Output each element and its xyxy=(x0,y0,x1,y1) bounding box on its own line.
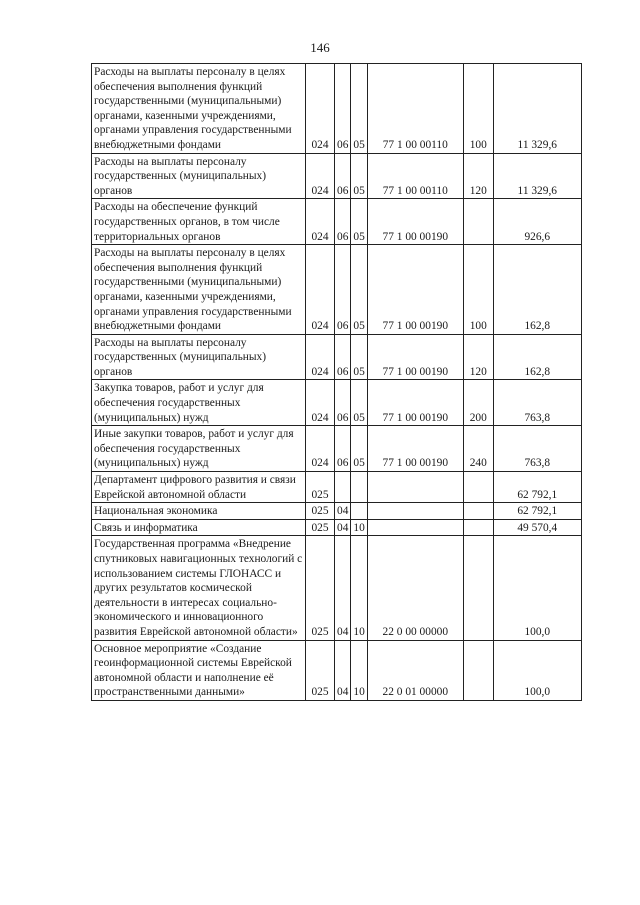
section-code-cell: 06 xyxy=(335,334,351,380)
grbs-code-cell: 025 xyxy=(306,536,335,640)
target-article-cell: 77 1 00 00190 xyxy=(367,426,463,472)
expense-type-cell xyxy=(463,640,493,700)
section-code-cell: 06 xyxy=(335,64,351,154)
expense-name-cell: Закупка товаров, работ и услуг для обеспечения государственных (муниципальных) нужд xyxy=(92,380,306,426)
expense-name-cell: Расходы на обеспечение функций государственных органов, в том числе территориальных органов xyxy=(92,199,306,245)
grbs-code-cell: 024 xyxy=(306,380,335,426)
subsection-code-cell: 05 xyxy=(351,334,367,380)
target-article-cell xyxy=(367,472,463,503)
expense-name-cell: Расходы на выплаты персоналу в целях обеспечения выполнения функций государственными (муниципальными) органами, казенными учреждениями, органами управления государственными внебюджетными фондами xyxy=(92,64,306,154)
table-row xyxy=(92,503,582,520)
amount-cell: 763,8 xyxy=(493,380,581,426)
expense-type-cell xyxy=(463,472,493,503)
table-row xyxy=(92,640,582,700)
target-article-cell: 77 1 00 00190 xyxy=(367,199,463,245)
grbs-code-cell: 025 xyxy=(306,503,335,520)
section-code-cell: 06 xyxy=(335,426,351,472)
budget-table-body xyxy=(92,64,582,701)
amount-cell: 100,0 xyxy=(493,640,581,700)
table-row xyxy=(92,472,582,503)
expense-type-cell: 120 xyxy=(463,334,493,380)
expense-name-cell: Расходы на выплаты персоналу государственных (муниципальных) органов xyxy=(92,334,306,380)
amount-cell: 62 792,1 xyxy=(493,472,581,503)
expense-name-cell: Иные закупки товаров, работ и услуг для обеспечения государственных (муниципальных) нужд xyxy=(92,426,306,472)
amount-cell: 926,6 xyxy=(493,199,581,245)
target-article-cell: 22 0 01 00000 xyxy=(367,640,463,700)
subsection-code-cell: 10 xyxy=(351,640,367,700)
grbs-code-cell: 025 xyxy=(306,640,335,700)
expense-type-cell xyxy=(463,503,493,520)
target-article-cell xyxy=(367,503,463,520)
table-row xyxy=(92,426,582,472)
subsection-code-cell: 05 xyxy=(351,245,367,335)
expense-name-cell: Расходы на выплаты персоналу в целях обеспечения выполнения функций государственными (муниципальными) органами, казенными учреждениями, органами управления государственными внебюджетными фондами xyxy=(92,245,306,335)
budget-table xyxy=(91,63,582,701)
grbs-code-cell: 024 xyxy=(306,245,335,335)
subsection-code-cell: 10 xyxy=(351,536,367,640)
section-code-cell: 04 xyxy=(335,519,351,536)
amount-cell: 100,0 xyxy=(493,536,581,640)
amount-cell: 49 570,4 xyxy=(493,519,581,536)
section-code-cell xyxy=(335,472,351,503)
target-article-cell: 77 1 00 00190 xyxy=(367,334,463,380)
table-row xyxy=(92,64,582,154)
subsection-code-cell: 10 xyxy=(351,519,367,536)
table-row xyxy=(92,519,582,536)
target-article-cell: 77 1 00 00110 xyxy=(367,153,463,199)
section-code-cell: 06 xyxy=(335,199,351,245)
table-row xyxy=(92,380,582,426)
section-code-cell: 06 xyxy=(335,245,351,335)
expense-name-cell: Основное мероприятие «Создание геоинформационной системы Еврейской автономной области и наполнение её пространственными данными» xyxy=(92,640,306,700)
table-row xyxy=(92,536,582,640)
section-code-cell: 06 xyxy=(335,153,351,199)
expense-type-cell: 240 xyxy=(463,426,493,472)
amount-cell: 162,8 xyxy=(493,334,581,380)
section-code-cell: 04 xyxy=(335,503,351,520)
expense-name-cell: Департамент цифрового развития и связи Еврейской автономной области xyxy=(92,472,306,503)
section-code-cell: 06 xyxy=(335,380,351,426)
table-row xyxy=(92,153,582,199)
expense-name-cell: Связь и информатика xyxy=(92,519,306,536)
grbs-code-cell: 024 xyxy=(306,64,335,154)
expense-type-cell: 100 xyxy=(463,245,493,335)
subsection-code-cell: 05 xyxy=(351,199,367,245)
expense-name-cell: Государственная программа «Внедрение спутниковых навигационных технологий с использованием системы ГЛОНАСС и других результатов космической деятельности в интересах социально-экономического и инновационного развития Еврейской автономной области» xyxy=(92,536,306,640)
grbs-code-cell: 024 xyxy=(306,153,335,199)
expense-type-cell xyxy=(463,536,493,640)
target-article-cell: 22 0 00 00000 xyxy=(367,536,463,640)
grbs-code-cell: 024 xyxy=(306,426,335,472)
expense-type-cell: 100 xyxy=(463,64,493,154)
grbs-code-cell: 025 xyxy=(306,519,335,536)
subsection-code-cell: 05 xyxy=(351,64,367,154)
amount-cell: 11 329,6 xyxy=(493,64,581,154)
target-article-cell: 77 1 00 00190 xyxy=(367,380,463,426)
table-row xyxy=(92,199,582,245)
target-article-cell: 77 1 00 00190 xyxy=(367,245,463,335)
amount-cell: 763,8 xyxy=(493,426,581,472)
subsection-code-cell: 05 xyxy=(351,380,367,426)
grbs-code-cell: 024 xyxy=(306,199,335,245)
grbs-code-cell: 024 xyxy=(306,334,335,380)
target-article-cell xyxy=(367,519,463,536)
amount-cell: 11 329,6 xyxy=(493,153,581,199)
expense-type-cell: 120 xyxy=(463,153,493,199)
section-code-cell: 04 xyxy=(335,640,351,700)
amount-cell: 162,8 xyxy=(493,245,581,335)
expense-type-cell: 200 xyxy=(463,380,493,426)
expense-type-cell xyxy=(463,519,493,536)
target-article-cell: 77 1 00 00110 xyxy=(367,64,463,154)
amount-cell: 62 792,1 xyxy=(493,503,581,520)
expense-type-cell xyxy=(463,199,493,245)
section-code-cell: 04 xyxy=(335,536,351,640)
subsection-code-cell: 05 xyxy=(351,426,367,472)
expense-name-cell: Национальная экономика xyxy=(92,503,306,520)
subsection-code-cell xyxy=(351,472,367,503)
grbs-code-cell: 025 xyxy=(306,472,335,503)
table-row xyxy=(92,334,582,380)
page-number: 146 xyxy=(310,40,330,55)
subsection-code-cell xyxy=(351,503,367,520)
table-row xyxy=(92,245,582,335)
subsection-code-cell: 05 xyxy=(351,153,367,199)
expense-name-cell: Расходы на выплаты персоналу государственных (муниципальных) органов xyxy=(92,153,306,199)
